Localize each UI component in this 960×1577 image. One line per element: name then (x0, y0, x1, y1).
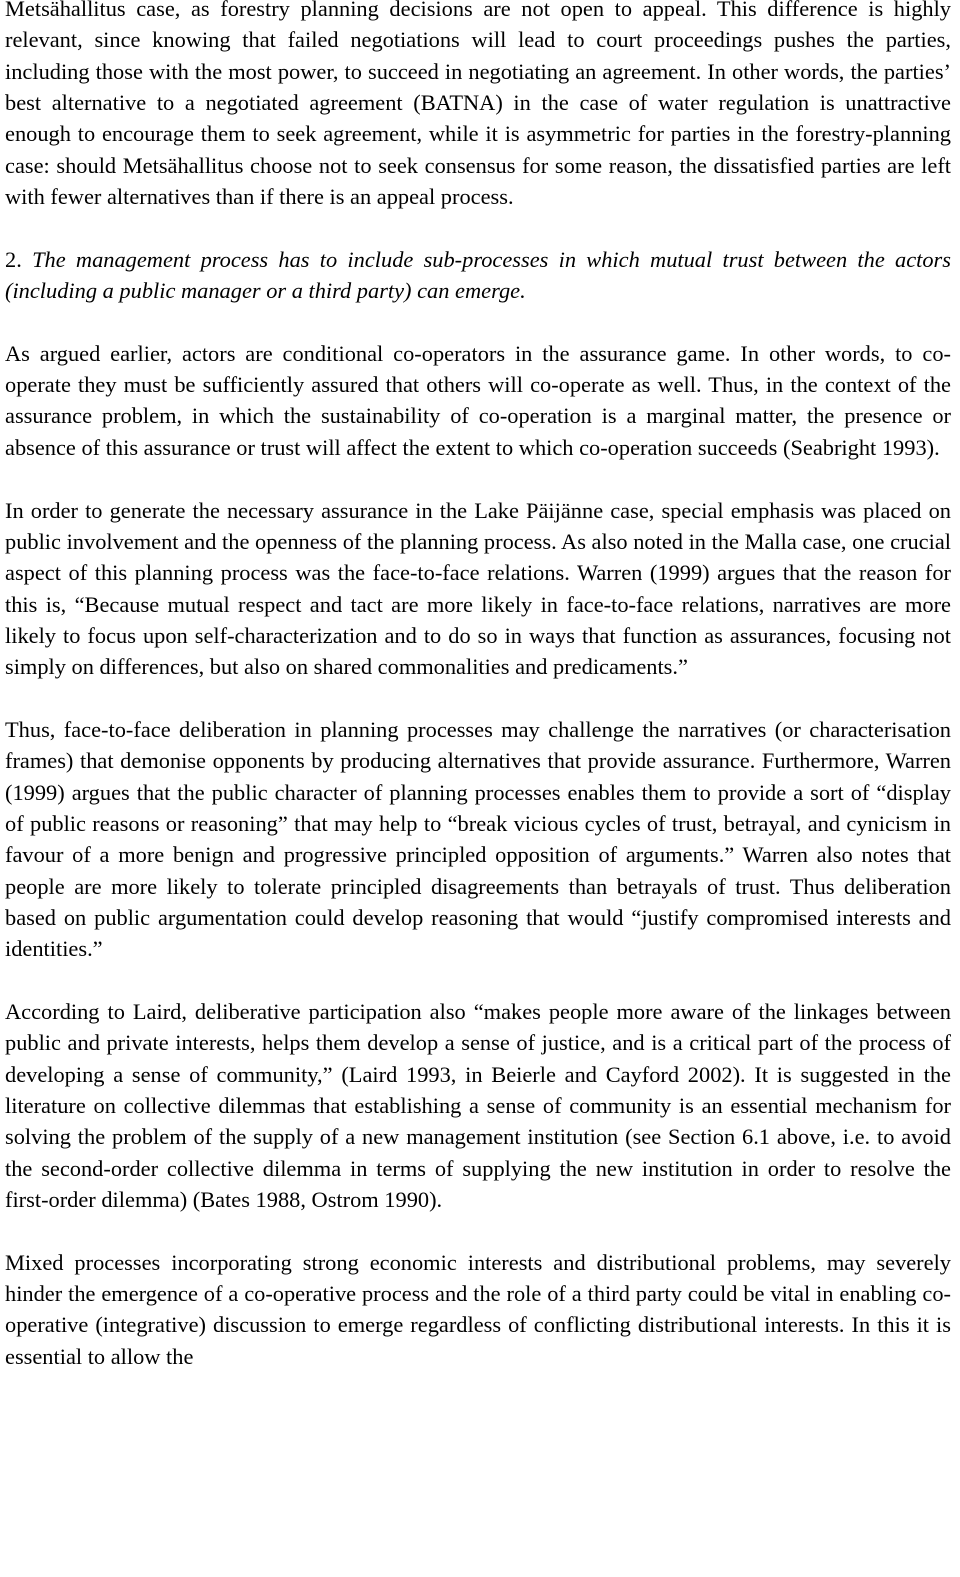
principle-number: 2. (5, 246, 22, 272)
paragraph-assurance-game: As argued earlier, actors are conditional co-operators in the assurance game. In other words, to co-operate they must be sufficiently assured that others will co-operate as well. Thus, in the context of the assurance problem, in which the sustainability of co-operation is a marginal matter, the presence or absence of this assurance or trust will affect the extent to which co-operation succeeds (Seabright 1993). (5, 340, 951, 460)
paragraph-laird: According to Laird, deliberative participation also “makes people more aware of the linkages between public and private interests, helps them develop a sense of justice, and is a critical part of the process of developing a sense of community,” (Laird 1993, in Beierle and Cayford 2002). It is suggested in the literature on collective dilemmas that establishing a sense of community is an essential mechanism for solving the problem of the supply of a new management institution (see Section 6.1 above, i.e. to avoid the second-order collective dilemma in terms of supplying the new institution in order to resolve the first-order dilemma) (Bates 1988, Ostrom 1990). (5, 999, 951, 1213)
paragraph-mixed-processes: Mixed processes incorporating strong economic interests and distributional problems, may severely hinder the emergence of a co-operative process and the role of a third party could be vital in enabling co-operative (integrative) discussion to emerge regardless of conflicting distributional interests. In this it is essential to allow the (5, 1249, 951, 1369)
document-page (5, 0, 951, 1403)
paragraph-lake-paijanne: In order to generate the necessary assurance in the Lake Päijänne case, special emphasis was placed on public involvement and the openness of the planning process. As also noted in the Malla case, one crucial aspect of this planning process was the face-to-face relations. Warren (1999) argues that the reason for this is, “Because mutual respect and tact are more likely in face-to-face relations, narratives are more likely to focus upon self-characterization and to do so in ways that function as assurances, focusing not simply on differences, but also on shared commonalities and predicaments.” (5, 497, 951, 680)
principle-heading (5, 244, 951, 307)
paragraph-face-to-face: Thus, face-to-face deliberation in planning processes may challenge the narratives (or characterisation frames) that demonise opponents by producing alternatives that provide assurance. Furthermore, Warren (1999) argues that the public character of planning processes enables them to provide a sort of “display of public reasons or reasoning” that may help to “break vicious cycles of trust, betrayal, and cynicism in favour of a more benign and progressive principled opposition of arguments.” Warren also notes that people are more likely to tolerate principled disagreements than betrayals of trust. Thus deliberation based on public argumentation could develop reasoning that would “justify compromised interests and identities.” (5, 716, 951, 962)
principle-text: The management process has to include sub-processes in which mutual trust between the actors (including a public manager or a third party) can emerge. (5, 246, 951, 304)
paragraph-batna: Metsähallitus case, as forestry planning decisions are not open to appeal. This difference is highly relevant, since knowing that failed negotiations will lead to court proceedings pushes the parties, including those with the most power, to succeed in negotiating an agreement. In other words, the parties’ best alternative to a negotiated agreement (BATNA) in the case of water regulation is unattractive enough to encourage them to seek agreement, while it is asymmetric for parties in the forestry-planning case: should Metsähallitus choose not to seek consensus for some reason, the dissatisfied parties are left with fewer alternatives than if there is an appeal process. (5, 0, 951, 210)
